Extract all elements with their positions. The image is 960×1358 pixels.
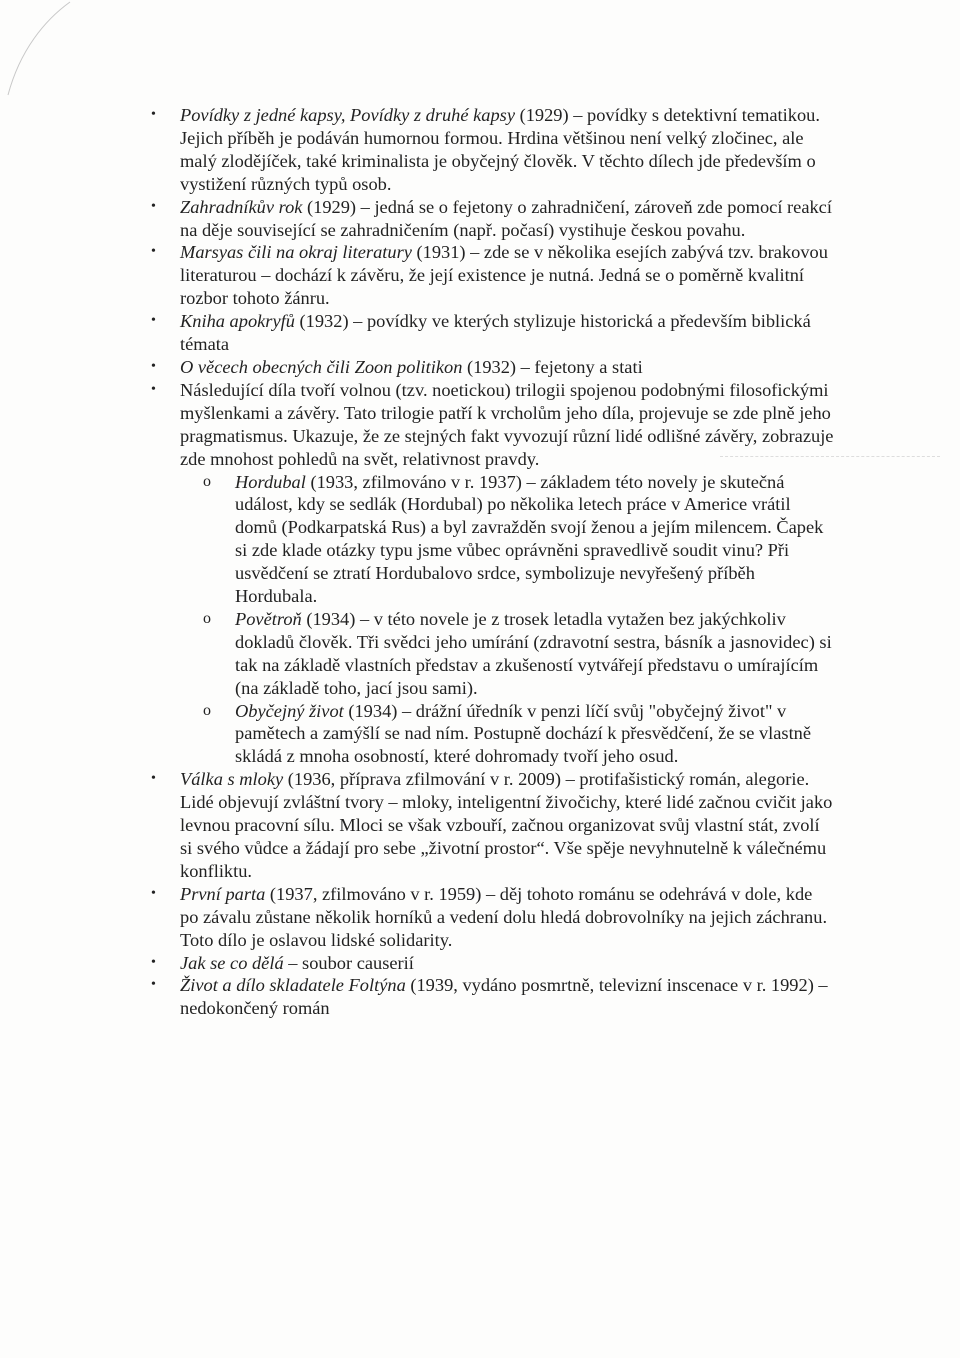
work-title: Povětroň [235,608,302,629]
work-title: Marsyas čili na okraj literatury [180,242,412,263]
bullet-marker: • [151,954,156,970]
work-description: (1932) – povídky ve kterých stylizuje historická a především biblická témata [180,311,811,355]
work-title: Kniha apokryfů [180,311,295,332]
list-item [145,310,835,356]
sub-list-item [145,700,835,769]
list-item [145,104,835,196]
work-title: Povídky z jedné kapsy, Povídky z druhé kapsy [180,105,515,125]
bullet-marker: • [151,313,156,329]
bullet-marker: • [151,244,156,260]
work-title: Hordubal [235,471,306,492]
work-title: První parta [180,883,266,904]
list-item [145,883,835,952]
work-description: (1932) – fejetony a stati [462,356,643,377]
work-title: Obyčejný život [235,700,344,721]
bullet-marker: • [151,198,156,214]
work-title: Zahradníkův rok [180,196,303,217]
list-item [145,356,835,379]
work-description: (1929) – povídky s detektivní tematikou. Jejich příběh je podáván humornou formou. Hrdina většinou není velký zločinec, ale malý zlodějíček, také kriminalista je obyčejný člověk. V těchto dílech jde především o vystižení různých typů osob. [180,105,820,194]
work-description: – soubor causerií [283,952,414,973]
sub-list-item [145,608,835,700]
document-body [145,104,835,1020]
work-title: O věcech obecných čili Zoon politikon [180,356,463,377]
sub-bullet-marker: o [203,472,211,490]
list-item [145,241,835,310]
bullet-marker: • [151,885,156,901]
work-description: (1934) – drážní úředník v penzi líčí svůj "obyčejný život" v pamětech a zamýšlí se nad ním. Postupně dochází k přesvědčení, že se vlastně skládá z mnoha osobností, které dohromady tvoří jeho osud. [235,700,812,767]
list-item [145,974,835,1020]
work-title: Válka s mloky [180,769,284,790]
bullet-marker: • [151,771,156,787]
bullet-marker: • [151,381,156,397]
bullet-marker: • [151,358,156,374]
list-item [145,196,835,242]
work-description: (1937, zfilmováno v r. 1959) – děj tohoto románu se odehrává v dole, kde po závalu zůstane několik horníků a vedení dolu hledá dobrovolníky na jejich záchranu. Toto dílo je oslavou lidské solidarity. [180,883,828,950]
trilogy-intro: Následující díla tvoří volnou (tzv. noetickou) trilogii spojenou podobnými filosofickými myšlenkami a závěry. Tato trilogie patří k vrcholům jeho díla, projevuje se zde plně jeho pragmatismus. Ukazuje, že ze stejných fakt vyvozují různí lidé odlišné závěry, zobrazuje zde mnohost pohledů na svět, relativnost pravdy. [180,379,834,469]
work-description: (1933, zfilmováno v r. 1937) – základem této novely je skutečná událost, kdy se sedlák (Hordubal) po několika letech práce v Americe vrátil domů (Podkarpatská Rus) a byl zavražděn svojí ženou a jejím milencem. Čapek si zde klade otázky typu jsme vůbec oprávněni spravedlivě soudit vinu? Při usvědčení se ztratí Hordubalovo srdce, symbolizuje nevyřešený příběh Hordubala. [235,471,824,607]
bullet-marker: • [151,107,156,122]
work-description: (1936, příprava zfilmování v r. 2009) – protifašistický román, alegorie. Lidé objevují zvláštní tvory – mloky, inteligentní živočichy, které lidé začnou cvičit jako levnou pracovní sílu. Mloci se však vzbouří, začnou organizovat svůj vlastní stát, zvolí si svého vůdce a žádají pro sebe „životní prostor“. Vše spěje nevyhnutelně k válečnému konfliktu. [180,769,833,881]
sub-bullet-marker: o [203,609,211,627]
work-description: (1939, vydáno posmrtně, televizní inscenace v r. 1992) – nedokončený román [180,975,828,1019]
work-description: (1929) – jedná se o fejetony o zahradničení, zároveň zde pomocí reakcí na děje související se zahradničením (např. počasí) vystihuje českou povahu. [180,196,832,240]
work-description: (1934) – v této novele je z trosek letadla vytažen bez jakýchkoliv dokladů člověk. Tři svědci jeho umírání (zdravotní sestra, básník a jasnovidec) si tak na základě vlastních představ a zkušeností vytvářejí představu o umírajícím (na základě toho, jací jsou sami). [235,608,832,698]
sub-list-item [145,471,835,608]
work-title: Život a dílo skladatele Foltýna [180,975,406,996]
work-title: Jak se co dělá [180,952,284,973]
list-item [145,768,835,883]
pencil-stroke-mark [0,0,80,110]
list-item [145,952,835,975]
list-item [145,379,835,471]
bullet-marker: • [151,977,156,993]
work-description: (1931) – zde se v několika esejích zabývá tzv. brakovou literaturou – dochází k závěru, že její existence je nutná. Jedná se o poměrně kvalitní rozbor tohoto žánru. [180,242,828,309]
sub-bullet-marker: o [203,701,211,719]
